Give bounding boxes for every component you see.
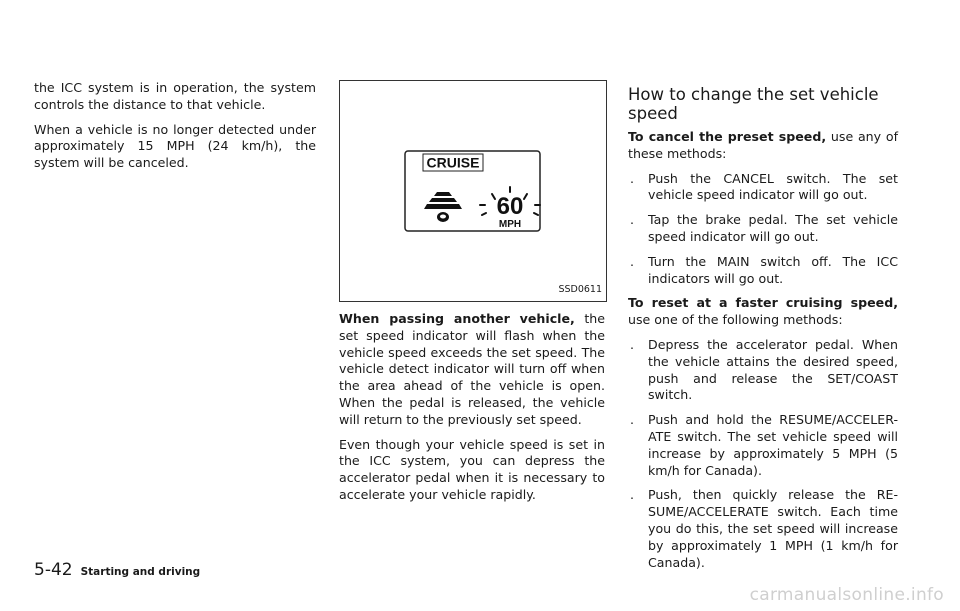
speed-unit: MPH [498, 219, 522, 230]
list-item-text: Push and hold the RESUME/ACCELER-ATE switch. The set vehicle speed will increase by approximately 5 MPH (5 km/h for Canada). [648, 412, 898, 478]
middle-column [339, 80, 605, 512]
bullet: . [630, 336, 635, 352]
paragraph [628, 129, 898, 163]
page-number: 5-42 [34, 560, 73, 580]
cruise-label: CRUISE [426, 154, 480, 171]
figure-code: SSD0611 [558, 284, 602, 296]
list-item [628, 171, 898, 205]
bullet: . [630, 487, 635, 503]
list-item-text: Push the CANCEL switch. The set vehicle speed indicator will go out. [648, 170, 898, 203]
section-title: Starting and driving [80, 566, 201, 578]
bullet: . [630, 253, 635, 269]
list-item [628, 412, 898, 479]
paragraph: When a vehicle is no longer detected under approximately 15 MPH (24 km/h), the system will be canceled. [34, 121, 316, 171]
list-item-text: Push, then quickly release the RE-SUME/ACCELERATE switch. Each time you do this, the set speed will increase by approximately 1 MPH (1 km/h for Canada). [648, 487, 898, 570]
left-column [34, 80, 316, 180]
page-footer [34, 560, 200, 580]
list-item-text: Depress the accelerator pedal. When the vehicle attains the desired speed, push and release the SET/COAST switch. [648, 336, 898, 403]
paragraph [339, 311, 605, 429]
cruise-display-illustration [340, 81, 606, 301]
right-column [628, 80, 898, 579]
paragraph [628, 295, 898, 329]
list-item [628, 337, 898, 404]
bold-lead: To cancel the preset speed, [628, 129, 827, 144]
paragraph-text: use any of these methods: [628, 129, 899, 161]
paragraph-text: use one of the following methods: [628, 312, 843, 328]
section-heading: How to change the set vehicle speed [628, 85, 879, 123]
list-item [628, 254, 898, 288]
list-item-text: Turn the MAIN switch off. The ICC indicators will go out. [648, 253, 898, 286]
bullet: . [630, 212, 635, 228]
list-item-text: Tap the brake pedal. The set vehicle speed indicator will go out. [648, 212, 898, 244]
paragraph-text: the set speed indicator will flash when the vehicle speed exceeds the set speed. The vehicle detect indicator will turn off when the area ahead of the vehicle is open. When the pedal is released, the vehicle will return to the previously set speed. [339, 311, 605, 427]
paragraph: Even though your vehicle speed is set in the ICC system, you can depress the accelerator pedal when it is necessary to accelerate your vehicle rapidly. [339, 436, 605, 502]
watermark: carmanualsonline.info [749, 585, 944, 605]
bold-lead: When passing another vehicle, [339, 311, 575, 326]
bold-lead: To reset at a faster cruising speed, [628, 295, 898, 311]
paragraph: the ICC system is in operation, the system controls the distance to that vehicle. [34, 80, 316, 112]
figure-icc-display [339, 80, 607, 302]
list-item [628, 212, 898, 246]
bullet: . [630, 170, 635, 186]
speed-value: 60 [496, 193, 524, 220]
bullet: . [630, 412, 635, 428]
list-item [628, 487, 898, 571]
